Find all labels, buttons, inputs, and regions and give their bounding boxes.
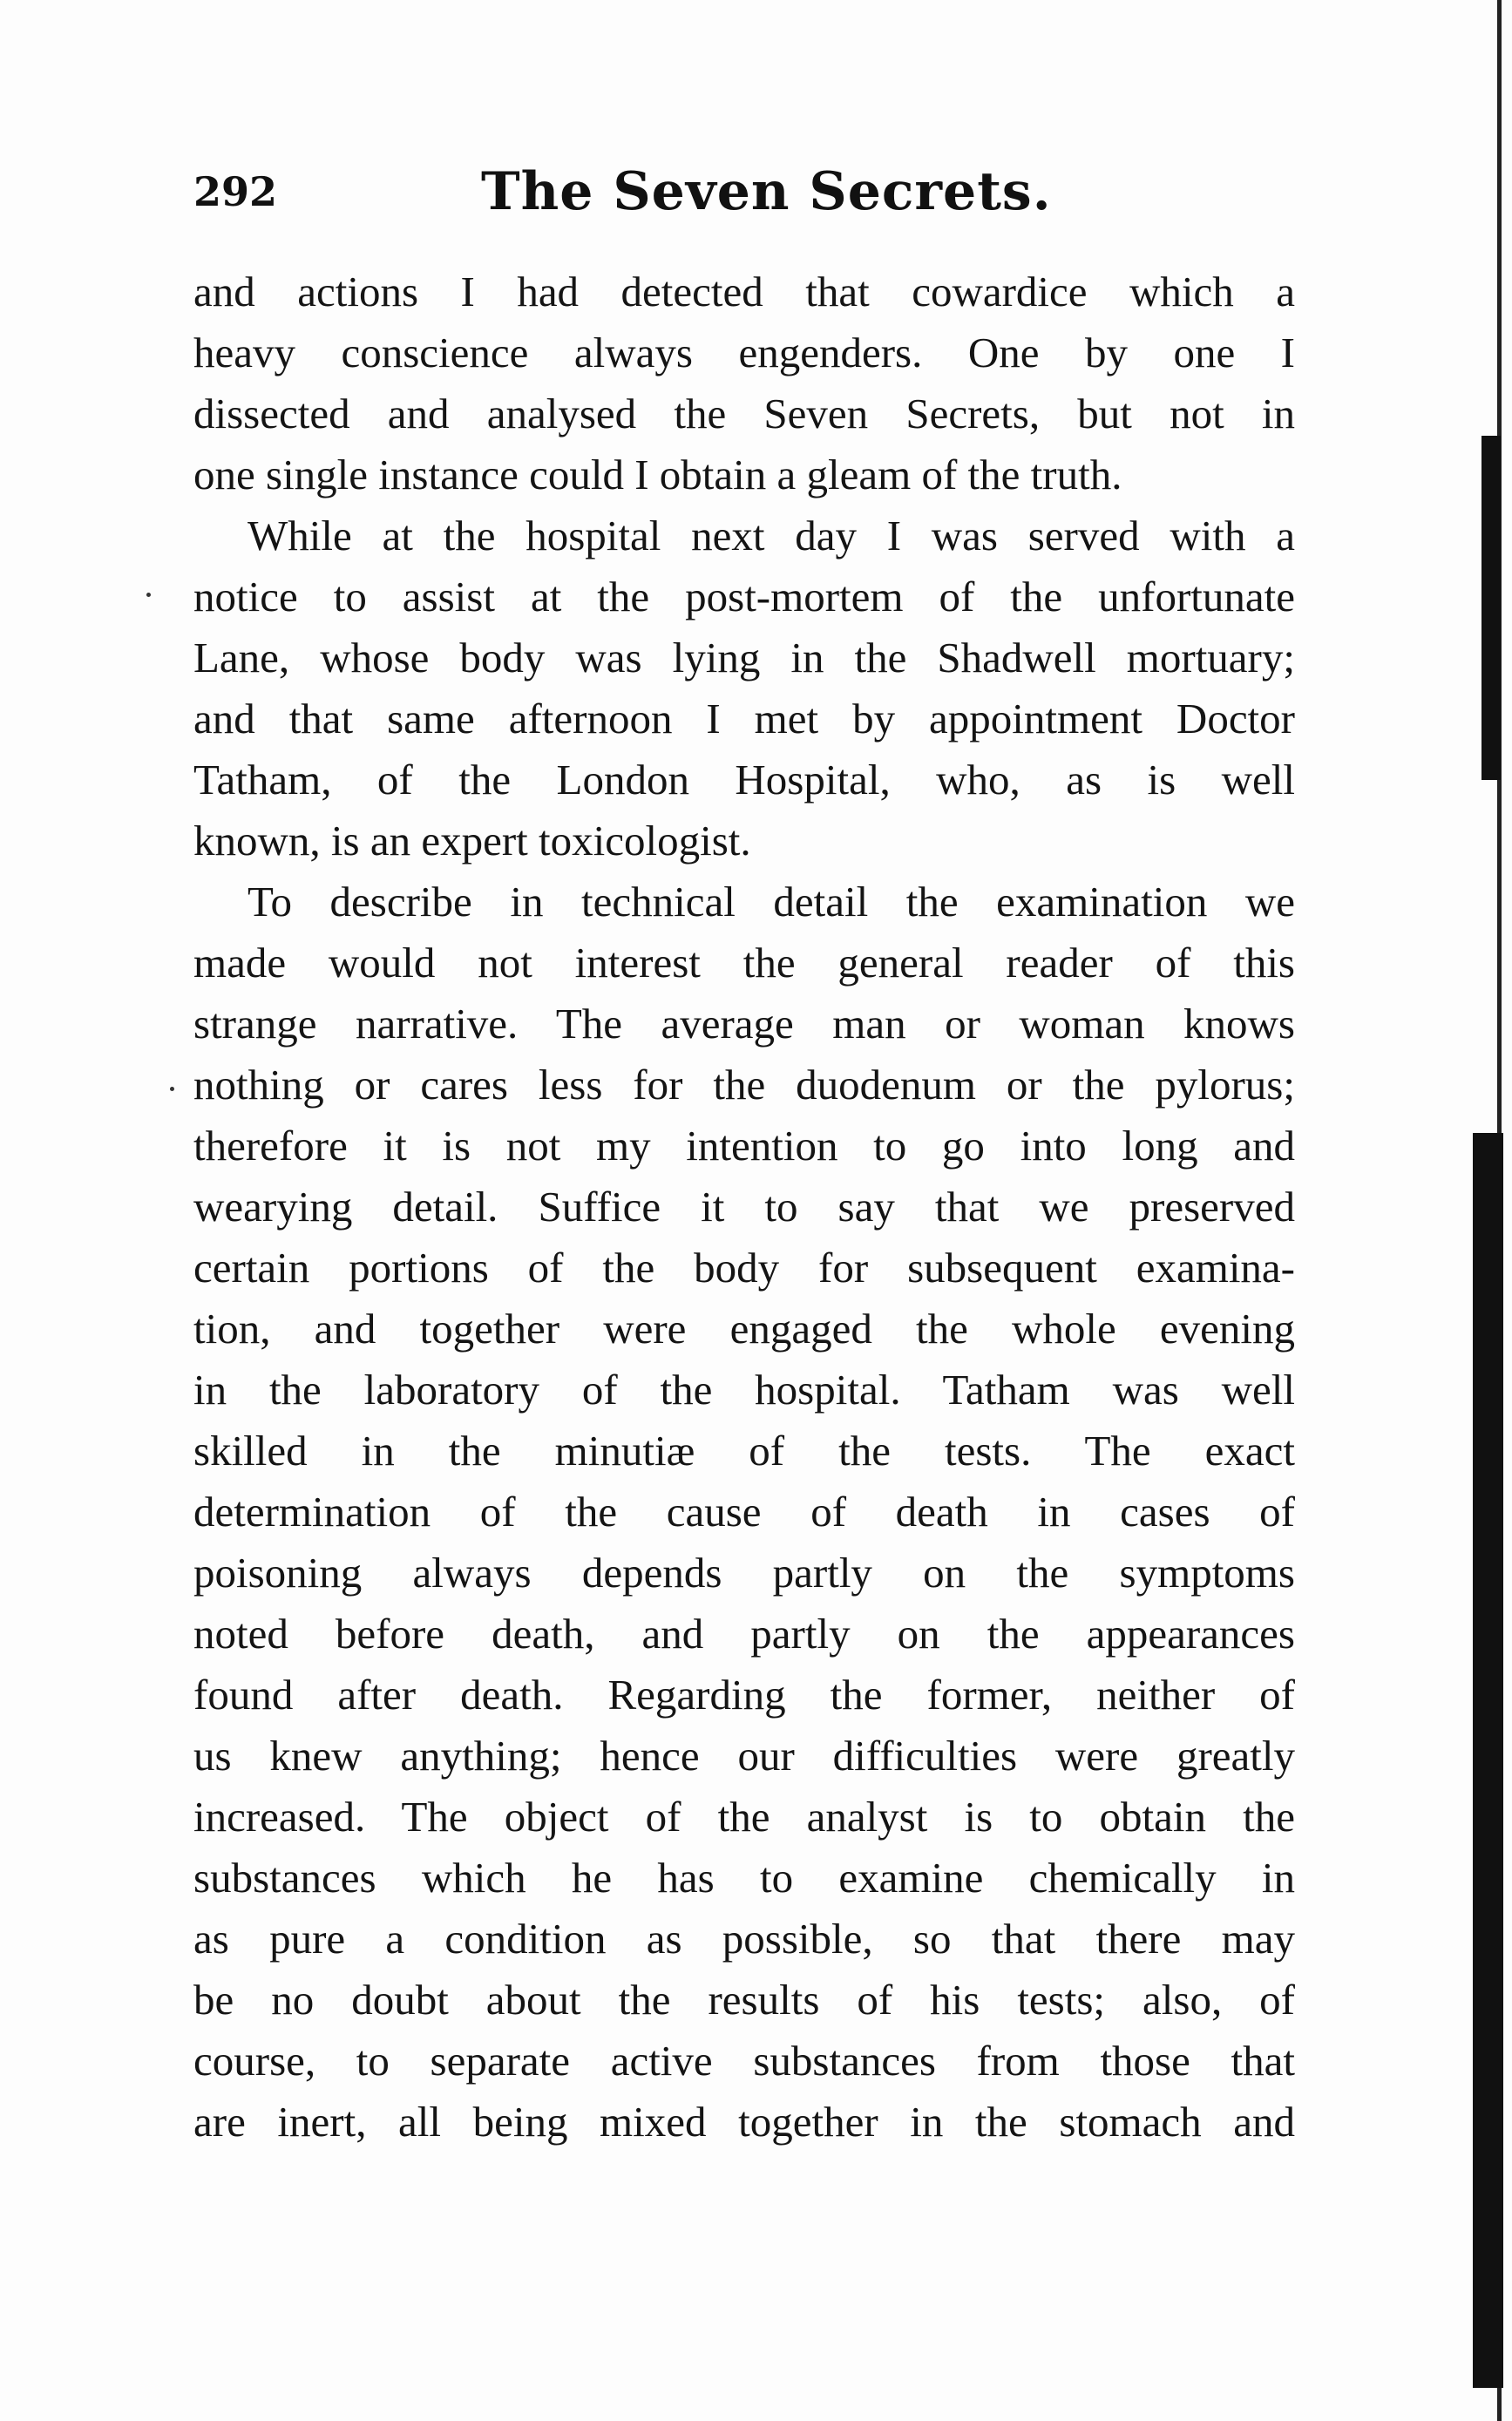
text-line: made would not interest the general reader of this [193, 939, 1295, 987]
text-line: us knew anything; hence our difficulties were greatly [193, 1732, 1295, 1780]
paragraph [193, 261, 1295, 505]
text-line: substances which he has to examine chemically in [193, 1854, 1295, 1902]
page-edge-shadow-upper [1481, 436, 1501, 780]
text-line: poisoning always depends partly on the symptoms [193, 1549, 1295, 1597]
text-line: determination of the cause of death in cases of [193, 1488, 1295, 1536]
text-line: and actions I had detected that cowardice which a [193, 268, 1295, 315]
body-text [193, 261, 1295, 2153]
text-line: be no doubt about the results of his tests; also, of [193, 1976, 1295, 2024]
text-line: dissected and analysed the Seven Secrets, but not in [193, 390, 1295, 437]
paragraph [193, 871, 1295, 2153]
text-line: strange narrative. The average man or woman knows [193, 1000, 1295, 1048]
text-line: in the laboratory of the hospital. Tatham was well [193, 1366, 1295, 1414]
text-line: wearying detail. Suffice it to say that we preserved [193, 1183, 1295, 1231]
text-line: certain portions of the body for subsequent examina- [193, 1244, 1295, 1292]
page-number: 292 [193, 168, 278, 215]
text-line: tion, and together were engaged the whole evening [193, 1305, 1295, 1353]
text-line: one single instance could I obtain a gleam of the truth. [193, 451, 1122, 498]
text-line: nothing or cares less for the duodenum or the pylorus; [193, 1061, 1295, 1109]
text-line: therefore it is not my intention to go into long and [193, 1122, 1295, 1170]
text-line: While at the hospital next day I was served with a [247, 512, 1295, 559]
margin-mark [170, 1087, 174, 1091]
text-line: and that same afternoon I met by appointment Doctor [193, 695, 1295, 743]
text-line: are inert, all being mixed together in the stomach and [193, 2098, 1295, 2146]
text-line: Lane, whose body was lying in the Shadwell mortuary; [193, 634, 1295, 682]
text-line: To describe in technical detail the examination we [247, 878, 1295, 926]
text-line: as pure a condition as possible, so that there may [193, 1915, 1295, 1963]
text-line: course, to separate active substances from those that [193, 2037, 1295, 2085]
text-line: skilled in the minutiæ of the tests. The exact [193, 1427, 1295, 1475]
text-line: Tatham, of the London Hospital, who, as is well [193, 756, 1295, 804]
text-line: found after death. Regarding the former, neither of [193, 1671, 1295, 1719]
text-line: increased. The object of the analyst is to obtain the [193, 1793, 1295, 1841]
paragraph [193, 505, 1295, 871]
text-line: known, is an expert toxicologist. [193, 817, 751, 865]
margin-mark [146, 593, 151, 597]
text-line: heavy conscience always engenders. One by one I [193, 329, 1295, 376]
text-line: notice to assist at the post-mortem of the unfortunate [193, 573, 1295, 621]
page-edge-shadow-lower [1473, 1133, 1503, 2388]
running-title: The Seven Secrets. [481, 161, 1052, 222]
text-line: noted before death, and partly on the appearances [193, 1610, 1295, 1658]
page-header [193, 161, 1295, 231]
